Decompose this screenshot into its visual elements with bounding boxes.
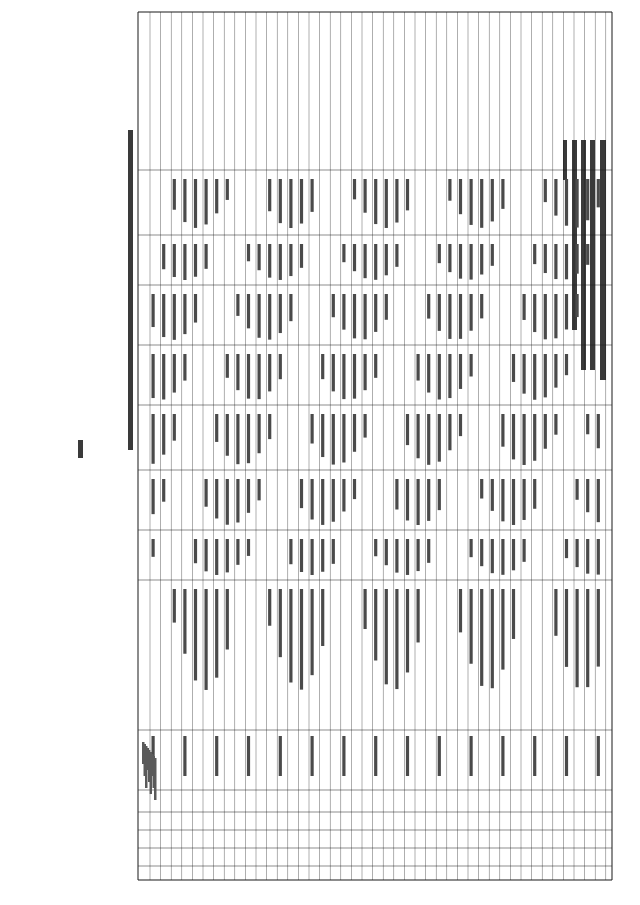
cell-value-smudge (554, 294, 557, 338)
cell-value-smudge (586, 414, 589, 434)
cell-value-smudge (523, 414, 526, 465)
cell-value-smudge (554, 354, 557, 388)
cell-value-smudge (268, 589, 271, 626)
label-text-smudge (565, 736, 568, 776)
cell-value-smudge (491, 539, 494, 573)
cell-value-smudge (395, 244, 398, 267)
cell-value-smudge (417, 539, 420, 571)
cell-value-smudge (258, 479, 261, 500)
cell-value-smudge (448, 294, 451, 339)
cell-value-smudge (194, 294, 197, 323)
cell-value-smudge (311, 179, 314, 212)
cell-value-smudge (236, 479, 239, 522)
cell-value-smudge (353, 244, 356, 271)
cell-value-smudge (226, 589, 229, 650)
cell-value-smudge (342, 294, 345, 330)
cell-value-smudge (554, 589, 557, 636)
cell-value-smudge (523, 539, 526, 562)
cell-value-smudge (342, 244, 345, 262)
cell-value-smudge (427, 354, 430, 393)
cell-value-smudge (321, 539, 324, 572)
cell-value-smudge (480, 589, 483, 686)
header-text-smudge (563, 140, 567, 180)
cell-value-smudge (289, 539, 292, 564)
cell-value-smudge (311, 589, 314, 675)
cell-value-smudge (236, 354, 239, 390)
cell-value-smudge (438, 294, 441, 331)
cell-value-smudge (152, 414, 155, 464)
cell-value-smudge (364, 414, 367, 438)
cell-value-smudge (459, 589, 462, 632)
cell-value-smudge (364, 244, 367, 278)
cell-value-smudge (480, 479, 483, 499)
cell-value-smudge (459, 244, 462, 279)
cell-value-smudge (226, 179, 229, 200)
cell-value-smudge (470, 354, 473, 376)
cell-value-smudge (236, 539, 239, 565)
cell-value-smudge (417, 354, 420, 381)
cell-value-smudge (480, 244, 483, 275)
cell-value-smudge (236, 414, 239, 464)
cell-value-smudge (512, 479, 515, 525)
cell-value-smudge (194, 589, 197, 680)
cell-value-smudge (279, 589, 282, 657)
label-text-smudge (311, 736, 314, 776)
cell-value-smudge (533, 479, 536, 509)
cell-value-smudge (554, 244, 557, 279)
cell-value-smudge (385, 294, 388, 320)
cell-value-smudge (289, 294, 292, 321)
cell-value-smudge (523, 354, 526, 394)
cell-value-smudge (279, 179, 282, 223)
cell-value-smudge (258, 294, 261, 338)
cell-value-smudge (321, 414, 324, 457)
cell-value-smudge (597, 479, 600, 522)
cell-value-smudge (268, 244, 271, 278)
label-text-smudge (342, 736, 345, 776)
cell-value-smudge (438, 244, 441, 263)
cell-value-smudge (565, 354, 568, 375)
cell-value-smudge (470, 294, 473, 331)
header-text-smudge (590, 140, 595, 370)
cell-value-smudge (427, 479, 430, 521)
cell-value-smudge (470, 539, 473, 557)
cell-value-smudge (512, 414, 515, 459)
cell-value-smudge (300, 479, 303, 508)
cell-value-smudge (279, 244, 282, 280)
cell-value-smudge (374, 354, 377, 378)
cell-value-smudge (438, 354, 441, 399)
cell-value-smudge (565, 294, 568, 329)
cell-value-smudge (268, 294, 271, 340)
cell-value-smudge (289, 244, 292, 276)
cell-value-smudge (205, 589, 208, 690)
cell-value-smudge (353, 414, 356, 452)
cell-value-smudge (385, 244, 388, 275)
cell-value-smudge (205, 179, 208, 224)
cell-value-smudge (183, 244, 186, 280)
cell-value-smudge (364, 354, 367, 390)
cell-value-smudge (236, 294, 239, 316)
cell-value-smudge (586, 479, 589, 512)
cell-value-smudge (459, 294, 462, 339)
header-text-smudge (600, 140, 606, 380)
cell-value-smudge (544, 354, 547, 397)
cell-value-smudge (226, 354, 229, 378)
cell-value-smudge (544, 244, 547, 273)
cell-value-smudge (183, 294, 186, 334)
cell-value-smudge (586, 589, 589, 687)
cell-value-smudge (289, 589, 292, 683)
cell-value-smudge (501, 589, 504, 670)
cell-value-smudge (258, 414, 261, 453)
cell-value-smudge (364, 294, 367, 339)
cell-value-smudge (173, 179, 176, 210)
cell-value-smudge (268, 179, 271, 211)
cell-value-smudge (311, 414, 314, 444)
cell-value-smudge (385, 179, 388, 228)
label-text-smudge (183, 736, 186, 776)
cell-value-smudge (162, 354, 165, 400)
cell-value-smudge (533, 414, 536, 461)
cell-value-smudge (374, 294, 377, 332)
cell-value-smudge (374, 589, 377, 661)
cell-value-smudge (533, 294, 536, 332)
cell-value-smudge (162, 244, 165, 269)
cell-value-smudge (247, 414, 250, 463)
table-title-smudge (128, 130, 133, 450)
cell-value-smudge (385, 539, 388, 565)
cell-value-smudge (470, 589, 473, 664)
cell-value-smudge (512, 589, 515, 639)
cell-value-smudge (353, 479, 356, 499)
cell-value-smudge (247, 354, 250, 399)
cell-value-smudge (491, 589, 494, 688)
cell-value-smudge (353, 354, 356, 399)
cell-value-smudge (438, 479, 441, 510)
cell-value-smudge (374, 179, 377, 224)
cell-value-smudge (374, 244, 377, 280)
cell-value-smudge (427, 294, 430, 319)
cell-value-smudge (427, 539, 430, 563)
cell-value-smudge (597, 179, 600, 207)
cell-value-smudge (226, 414, 229, 456)
cell-value-smudge (205, 539, 208, 571)
cell-value-smudge (162, 479, 165, 502)
cell-value-smudge (586, 539, 589, 574)
cell-value-smudge (459, 354, 462, 389)
cell-value-smudge (183, 354, 186, 381)
cell-value-smudge (279, 294, 282, 333)
cell-value-smudge (597, 414, 600, 448)
cell-value-smudge (491, 479, 494, 511)
label-text-smudge (406, 736, 409, 776)
cell-value-smudge (459, 414, 462, 436)
cell-value-smudge (364, 589, 367, 629)
cell-value-smudge (215, 539, 218, 575)
cell-value-smudge (512, 354, 515, 382)
label-text-smudge (470, 736, 473, 776)
cell-value-smudge (321, 479, 324, 525)
label-text-smudge (438, 736, 441, 776)
cell-value-smudge (417, 589, 420, 642)
cell-value-smudge (480, 294, 483, 318)
cell-value-smudge (597, 589, 600, 667)
cell-value-smudge (289, 179, 292, 228)
cell-value-smudge (173, 244, 176, 277)
cell-value-smudge (470, 179, 473, 225)
cell-value-smudge (173, 414, 176, 441)
label-text-smudge (279, 736, 282, 776)
cell-value-smudge (300, 244, 303, 268)
cell-value-smudge (417, 479, 420, 525)
cell-value-smudge (374, 539, 377, 556)
cell-value-smudge (311, 479, 314, 520)
cell-value-smudge (470, 244, 473, 280)
cell-value-smudge (205, 479, 208, 507)
cell-value-smudge (395, 479, 398, 509)
cell-value-smudge (501, 179, 504, 209)
cell-value-smudge (226, 479, 229, 525)
cell-value-smudge (576, 244, 579, 274)
cell-value-smudge (194, 539, 197, 563)
cell-value-smudge (576, 294, 579, 317)
cell-value-smudge (268, 414, 271, 439)
cell-value-smudge (215, 589, 218, 678)
cell-value-smudge (332, 479, 335, 522)
cell-value-smudge (268, 354, 271, 391)
label-text-smudge (597, 736, 600, 776)
cell-value-smudge (258, 244, 261, 270)
cell-value-smudge (152, 539, 155, 557)
label-text-smudge (247, 736, 250, 776)
cell-value-smudge (152, 294, 155, 327)
cell-value-smudge (194, 179, 197, 228)
cell-value-smudge (364, 179, 367, 213)
cell-value-smudge (300, 589, 303, 690)
cell-value-smudge (576, 179, 579, 228)
cell-value-smudge (491, 179, 494, 221)
cell-value-smudge (194, 244, 197, 277)
cell-value-smudge (438, 414, 441, 462)
cell-value-smudge (448, 244, 451, 272)
cell-value-smudge (321, 354, 324, 379)
cell-value-smudge (523, 479, 526, 520)
cell-value-smudge (576, 589, 579, 687)
cell-value-smudge (332, 294, 335, 317)
page-number-smudge (78, 440, 83, 458)
cell-value-smudge (448, 414, 451, 450)
cell-value-smudge (544, 179, 547, 202)
header-text-smudge (581, 140, 586, 370)
cell-value-smudge (554, 179, 557, 216)
cell-value-smudge (448, 179, 451, 201)
cell-value-smudge (311, 539, 314, 575)
cell-value-smudge (332, 539, 335, 564)
cell-value-smudge (406, 539, 409, 575)
cell-value-smudge (247, 294, 250, 328)
cell-value-smudge (226, 539, 229, 572)
cell-value-smudge (491, 244, 494, 266)
cell-value-smudge (215, 179, 218, 213)
cell-value-smudge (565, 589, 568, 667)
cell-value-smudge (173, 354, 176, 393)
label-text-smudge (501, 736, 504, 776)
cell-value-smudge (586, 244, 589, 265)
cell-value-smudge (258, 354, 261, 399)
cell-value-smudge (247, 479, 250, 513)
cell-value-smudge (395, 589, 398, 689)
cell-value-smudge (406, 414, 409, 445)
cell-value-smudge (417, 414, 420, 458)
cell-value-smudge (385, 589, 388, 684)
cell-value-smudge (565, 244, 568, 279)
label-text-smudge (374, 736, 377, 776)
label-text-smudge (154, 758, 157, 800)
cell-value-smudge (406, 589, 409, 672)
cell-value-smudge (152, 479, 155, 514)
cell-value-smudge (173, 294, 176, 340)
cell-value-smudge (300, 539, 303, 572)
label-text-smudge (215, 736, 218, 776)
label-text-smudge (533, 736, 536, 776)
cell-value-smudge (427, 414, 430, 465)
cell-value-smudge (205, 244, 208, 269)
cell-value-smudge (448, 354, 451, 398)
cell-value-smudge (162, 414, 165, 455)
cell-value-smudge (353, 179, 356, 199)
cell-value-smudge (342, 479, 345, 512)
cell-value-smudge (332, 354, 335, 391)
cell-value-smudge (586, 179, 589, 220)
cell-value-smudge (279, 354, 282, 379)
cell-value-smudge (512, 539, 515, 570)
cell-value-smudge (459, 179, 462, 214)
cell-value-smudge (183, 589, 186, 654)
cell-value-smudge (544, 294, 547, 339)
cell-value-smudge (523, 294, 526, 320)
cell-value-smudge (565, 539, 568, 558)
cell-value-smudge (332, 414, 335, 465)
cell-value-smudge (544, 414, 547, 449)
cell-value-smudge (554, 414, 557, 435)
cell-value-smudge (321, 589, 324, 646)
cell-value-smudge (565, 179, 568, 226)
cell-value-smudge (597, 539, 600, 575)
cell-value-smudge (533, 354, 536, 400)
cell-value-smudge (215, 479, 218, 518)
cell-value-smudge (353, 294, 356, 338)
cell-value-smudge (576, 539, 579, 567)
cell-value-smudge (247, 244, 250, 261)
cell-value-smudge (162, 294, 165, 337)
cell-value-smudge (406, 179, 409, 210)
cell-value-smudge (183, 179, 186, 222)
cell-value-smudge (480, 179, 483, 228)
cell-value-smudge (152, 354, 155, 398)
cell-value-smudge (395, 539, 398, 573)
cell-value-smudge (342, 354, 345, 399)
cell-value-smudge (501, 479, 504, 521)
cell-value-smudge (533, 244, 536, 264)
cell-value-smudge (406, 479, 409, 520)
cell-value-smudge (173, 589, 176, 623)
cell-value-smudge (215, 414, 218, 442)
cell-value-smudge (342, 414, 345, 462)
cell-value-smudge (576, 479, 579, 500)
cell-value-smudge (501, 539, 504, 575)
cell-value-smudge (501, 414, 504, 447)
cell-value-smudge (247, 539, 250, 556)
cell-value-smudge (480, 539, 483, 566)
cell-value-smudge (300, 179, 303, 224)
cell-value-smudge (395, 179, 398, 223)
